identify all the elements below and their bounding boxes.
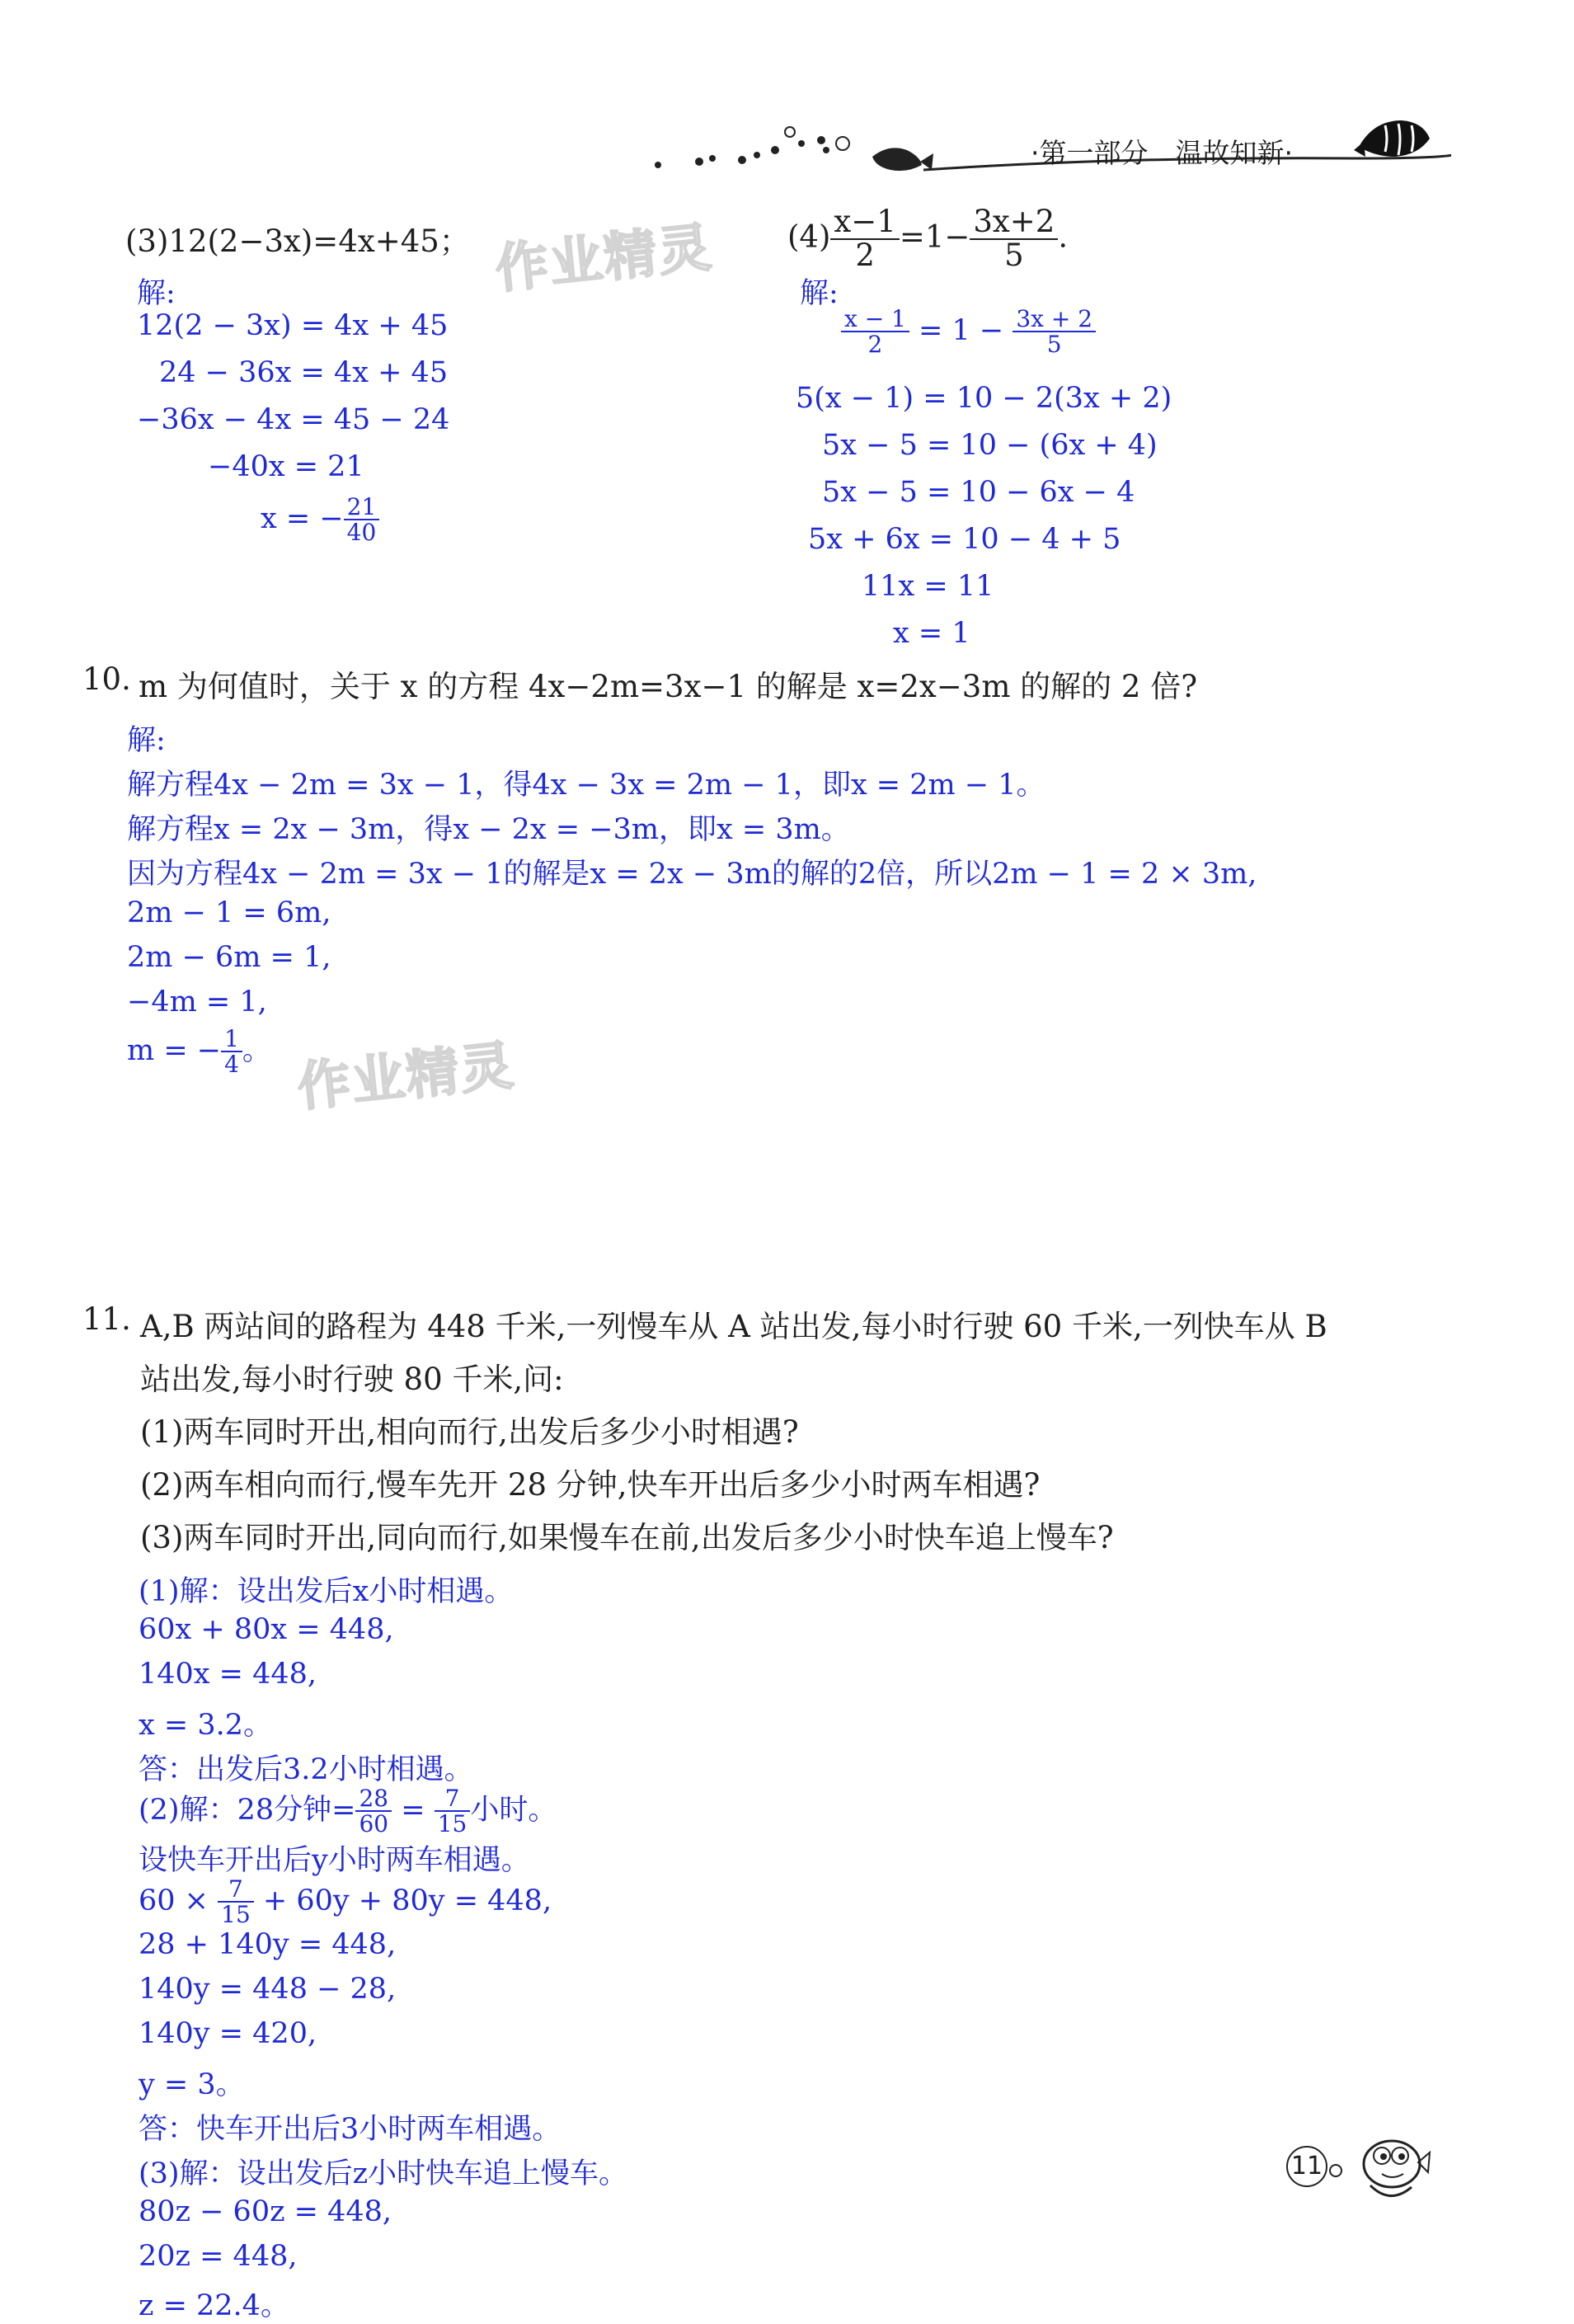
- q11-answer-line: 60x + 80x = 448,: [139, 1613, 394, 1646]
- q11-answer-line: 28 + 140y = 448,: [139, 1928, 397, 1961]
- q10-line-fraction: m = − $\frac{1}{4}$ 。: [127, 1025, 271, 1079]
- p4-line: 5x + 6x = 10 − 4 + 5: [808, 523, 1121, 556]
- fraction: $\frac{3x+2}{5}$: [970, 206, 1058, 272]
- p3-line: −36x − 4x = 45 − 24: [137, 403, 450, 436]
- p4-jie: 解:: [800, 277, 839, 310]
- question-10-text: m 为何值时，关于 x 的方程 4x−2m=3x−1 的解是 x=2x−3m 的解的 2 倍?: [139, 669, 1198, 704]
- problem-4-label: (4) $\frac{x-1}{2}$ =1− $\frac{3x+2}{5}$ .: [787, 204, 1069, 273]
- p3-line: 24 − 36x = 4x + 45: [159, 356, 449, 389]
- q11-answer-line: x = 3.2。: [139, 1709, 272, 1742]
- question-11-sub: (1)两车同时开出,相向而行,出发后多少小时相遇?: [140, 1414, 799, 1450]
- fraction: $\frac{7}{15}$: [435, 1786, 471, 1837]
- q10-line: −4m = 1,: [127, 986, 267, 1019]
- section-header: ·第一部分 温故知新·: [1031, 137, 1293, 169]
- p4-line: 5(x − 1) = 10 − 2(3x + 2): [796, 382, 1172, 415]
- p4-line: 5x − 5 = 10 − (6x + 4): [822, 429, 1158, 462]
- q11-answer-line: 设快车开出后y小时两车相遇。: [139, 1844, 530, 1877]
- q11-answer-line-fraction: 60 × $\frac{7}{15}$ + 60y + 80y = 448,: [139, 1875, 552, 1929]
- q10-jie: 解:: [127, 724, 166, 757]
- watermark: 作业精灵: [492, 217, 716, 301]
- question-11-text: 站出发,每小时行驶 80 千米,问:: [140, 1362, 564, 1397]
- p3-line: 12(2 − 3x) = 4x + 45: [137, 309, 449, 342]
- p4-line: 5x − 5 = 10 − 6x − 4: [822, 476, 1135, 509]
- q11-answer-line: 20z = 448,: [139, 2240, 298, 2273]
- q11-answer-line: 140y = 448 − 28,: [139, 1973, 397, 2006]
- q11-answer-line: 140x = 448,: [139, 1658, 317, 1691]
- fraction: $\frac{7}{15}$: [218, 1877, 254, 1927]
- q11-answer-line: y = 3。: [139, 2068, 245, 2101]
- q10-line: 因为方程4x − 2m = 3x − 1的解是x = 2x − 3m的解的2倍，所以2m − 1 = 2 × 3m,: [127, 858, 1257, 891]
- fraction: $\frac{1}{4}$: [221, 1027, 242, 1077]
- problem-3-label: (3)12(2−3x)=4x+45；: [125, 223, 470, 259]
- p4-line: 11x = 11: [862, 570, 994, 603]
- q11-answer-line: (1)解：设出发后x小时相遇。: [139, 1575, 514, 1608]
- fraction: $\frac{x-1}{2}$: [830, 206, 899, 272]
- q10-line: 2m − 6m = 1,: [127, 941, 331, 974]
- fraction: $\frac{28}{60}$: [355, 1786, 392, 1837]
- p4-line-fraction: $\frac{x - 1}{2}$ = 1 − $\frac{3x + 2}{5}$: [841, 307, 1096, 357]
- q11-answer-line: 80z − 60z = 448,: [139, 2195, 392, 2228]
- question-11-text: A,B 两站间的路程为 448 千米,一列慢车从 A 站出发,每小时行驶 60 千米,一列快车从 B: [140, 1309, 1327, 1344]
- question-11-sub: (3)两车同时开出,同向而行,如果慢车在前,出发后多少小时快车追上慢车?: [140, 1520, 1114, 1555]
- q11-answer-line: 答：快车开出后3小时两车相遇。: [139, 2113, 561, 2146]
- q11-answer-line: z = 22.4。: [139, 2289, 289, 2322]
- p3-jie: 解:: [137, 277, 176, 310]
- q10-line: 2m − 1 = 6m,: [127, 896, 331, 929]
- fraction: $\frac{x - 1}{2}$: [841, 307, 909, 357]
- q11-answer-line: 140y = 420,: [139, 2017, 317, 2050]
- q10-line: 解方程x = 2x − 3m，得x − 2x = −3m，即x = 3m。: [127, 813, 850, 846]
- question-10-number: 10.: [82, 661, 131, 697]
- q11-answer-line: 答：出发后3.2小时相遇。: [139, 1753, 473, 1786]
- question-11-sub: (2)两车相向而行,慢车先开 28 分钟,快车开出后多少小时两车相遇?: [140, 1467, 1041, 1503]
- fraction: $\frac{3x + 2}{5}$: [1013, 307, 1096, 357]
- q11-answer-line-fraction: (2)解：28分钟= $\frac{28}{60}$ = $\frac{7}{15}$ 小时。: [139, 1785, 557, 1838]
- mascot-icon: [1324, 2126, 1448, 2209]
- p3-line: −40x = 21: [208, 450, 364, 483]
- q11-answer-line: (3)解：设出发后z小时快车追上慢车。: [139, 2157, 628, 2190]
- p4-line: x = 1: [893, 617, 970, 650]
- p3-line-fraction: x = − $\frac{21}{40}$: [261, 495, 379, 545]
- watermark: 作业精灵: [294, 1035, 518, 1119]
- fish-icon: [1352, 114, 1435, 167]
- question-11-number: 11.: [82, 1301, 131, 1337]
- page-number: 11: [1286, 2146, 1327, 2187]
- fraction: $\frac{21}{40}$: [344, 495, 380, 545]
- q10-line: 解方程4x − 2m = 3x − 1，得4x − 3x = 2m − 1，即x = 2m − 1。: [127, 769, 1045, 802]
